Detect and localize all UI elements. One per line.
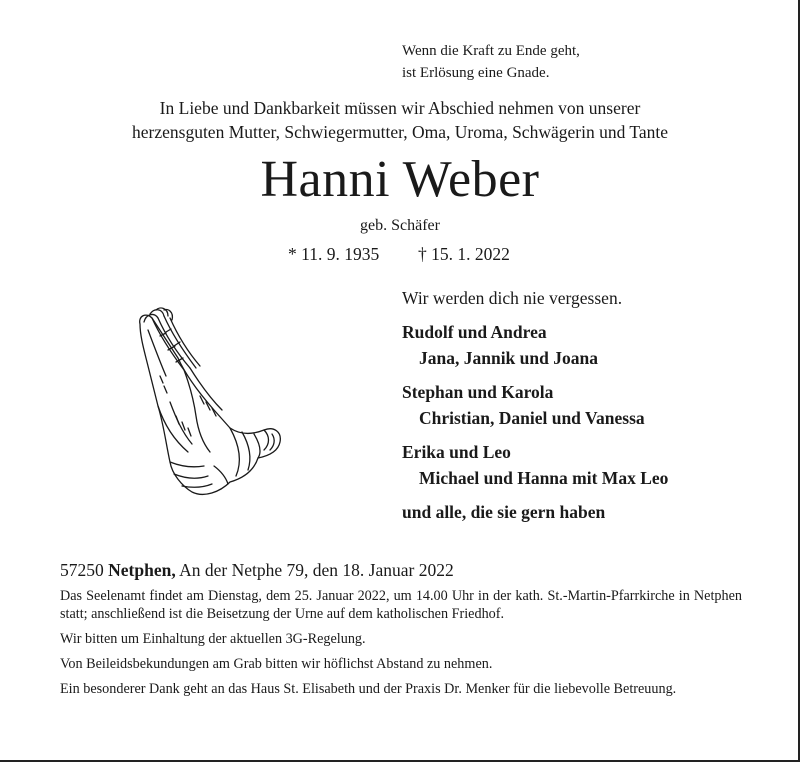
family-main: Stephan und Karola [402, 382, 554, 402]
motto-line-1: Wenn die Kraft zu Ende geht, [402, 43, 580, 59]
family-group [402, 379, 668, 431]
family-sub: Michael und Hanna mit Max Leo [419, 468, 669, 488]
place-date-line [60, 558, 454, 582]
family-main: Rudolf und Andrea [402, 322, 547, 342]
birth-date: * 11. 9. 1935 [288, 244, 380, 264]
motto-line-2: ist Erlösung eine Gnade. [402, 65, 550, 81]
note-3g-rule: Wir bitten um Einhaltung der aktuellen 3G-Regelung. [60, 631, 366, 647]
praying-hands-icon [130, 306, 286, 504]
address-date: An der Netphe 79, den 18. Januar 2022 [179, 560, 454, 580]
note-service: Das Seelenamt findet am Dienstag, dem 25. Januar 2022, um 14.00 Uhr in der kath. St.-Martin-Pfarrkirche in Netphen statt; anschließend ist die Beisetzung der Urne auf dem katholischen Friedhof. [60, 588, 742, 622]
family-sub: Christian, Daniel und Vanessa [419, 408, 645, 428]
mourners-tail: und alle, die sie gern haben [402, 502, 606, 522]
intro-text [0, 96, 800, 144]
family-main: Erika und Leo [402, 442, 511, 462]
note-condolences: Von Beileidsbekundungen am Grab bitten wir höflichst Abstand zu nehmen. [60, 656, 493, 672]
motto [402, 40, 580, 84]
notes [60, 587, 742, 705]
mourners-list [402, 287, 668, 525]
postcode: 57250 [60, 560, 104, 580]
death-date: † 15. 1. 2022 [418, 244, 510, 264]
family-group [402, 319, 668, 371]
family-group [402, 439, 668, 491]
birth-name: geb. Schäfer [360, 217, 440, 234]
intro-line-1: In Liebe und Dankbarkeit müssen wir Abschied nehmen von unserer [159, 98, 641, 118]
deceased-name: Hanni Weber [260, 151, 540, 208]
family-sub: Jana, Jannik und Joana [419, 348, 598, 368]
mourners-lead: Wir werden dich nie vergessen. [402, 288, 623, 308]
town: Netphen, [108, 560, 176, 580]
intro-line-2: herzensguten Mutter, Schwiegermutter, Oma, Uroma, Schwägerin und Tante [132, 122, 668, 142]
note-thanks: Ein besonderer Dank geht an das Haus St. Elisabeth und der Praxis Dr. Menker für die liebevolle Betreuung. [60, 681, 677, 697]
